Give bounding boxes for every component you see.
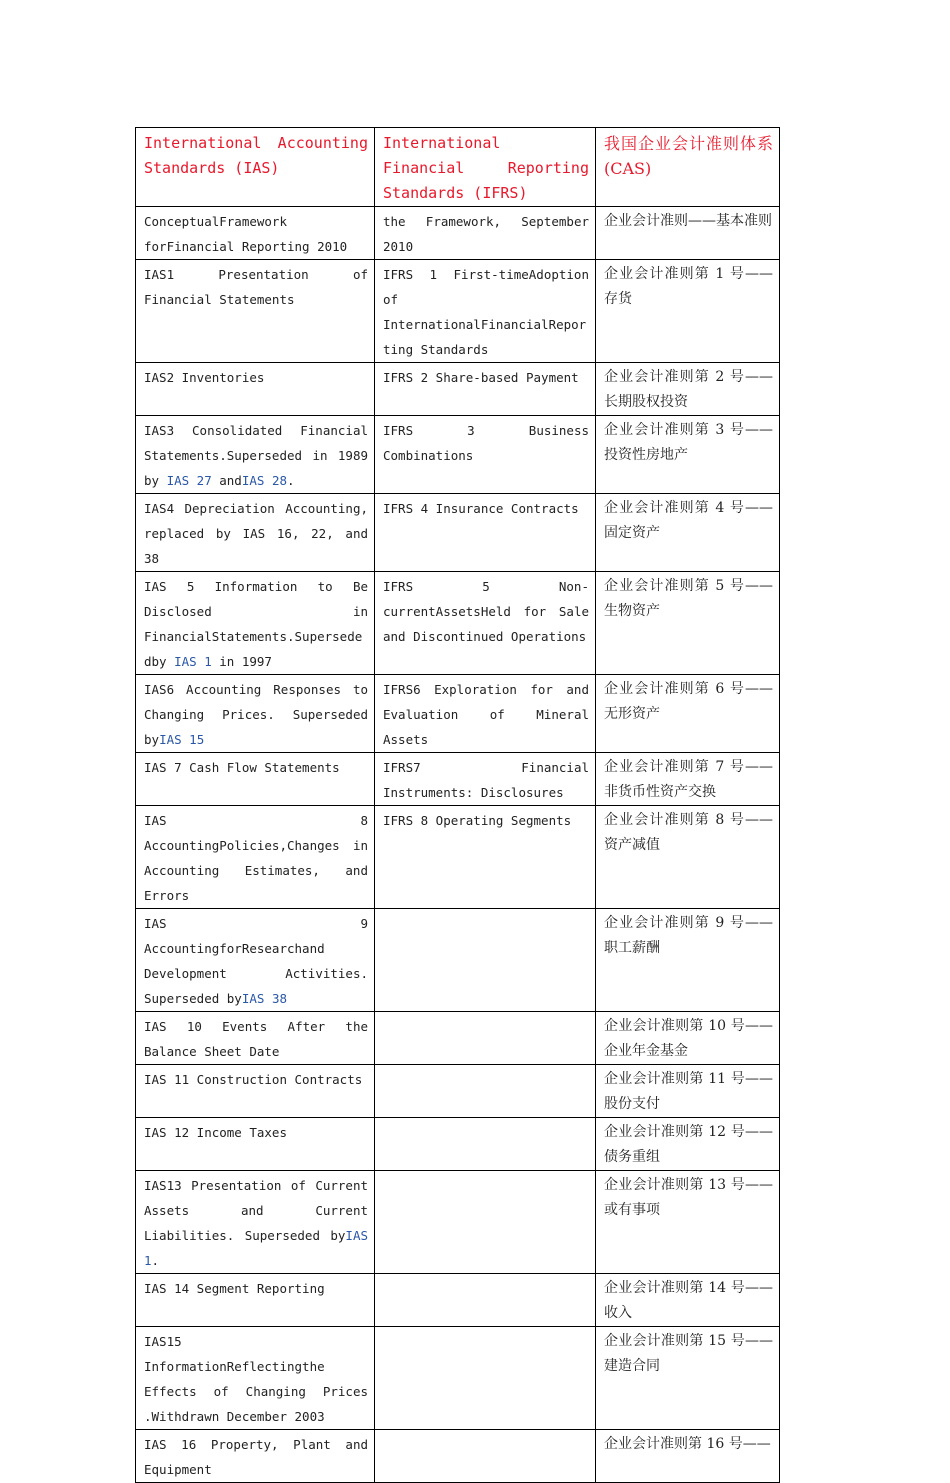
cas-cell: 企业会计准则第 6 号——无形资产	[596, 675, 780, 753]
ifrs-cell: IFRS 4 Insurance Contracts	[375, 494, 596, 572]
header-ias: International Accounting Standards (IAS)	[136, 128, 375, 207]
ias-text-end: .	[151, 1253, 160, 1268]
cas-cell: 企业会计准则第 1 号——存货	[596, 260, 780, 363]
table-row	[136, 1012, 780, 1065]
ifrs-cell: IFRS 2 Share-based Payment	[375, 363, 596, 416]
ias-text-end: .	[287, 473, 295, 488]
cas-cell: 企业会计准则——基本准则	[596, 207, 780, 260]
ifrs-cell	[375, 909, 596, 1012]
ias-1-link[interactable]: IAS 1	[144, 1228, 368, 1268]
ias-cell	[136, 416, 375, 494]
ias-text: IAS 9 AccountingforResearchand Development Activities. Superseded by	[144, 916, 368, 1006]
ias-cell: IAS4 Depreciation Accounting, replaced by IAS 16, 22, and 38	[136, 494, 375, 572]
cas-cell: 企业会计准则第 3 号——投资性房地产	[596, 416, 780, 494]
ias-28-link[interactable]: IAS 28	[241, 473, 287, 488]
ifrs-cell: the Framework, September 2010	[375, 207, 596, 260]
table-row	[136, 1171, 780, 1274]
ifrs-cell: IFRS 3 Business Combinations	[375, 416, 596, 494]
ias-cell: IAS2 Inventories	[136, 363, 375, 416]
ias-text: IAS 5 Information to Be Disclosed in FinancialStatements.Supersededby	[144, 579, 368, 669]
table-row	[136, 572, 780, 675]
table-row	[136, 494, 780, 572]
ias-text: IAS13 Presentation of Current Assets and Current Liabilities. Superseded by	[144, 1178, 368, 1243]
ias-text: IAS3 Consolidated Financial Statements.Superseded in 1989 by	[144, 423, 368, 488]
ias-cell: IAS 14 Segment Reporting	[136, 1274, 375, 1327]
ias-1-link[interactable]: IAS 1	[174, 654, 212, 669]
header-ifrs: International Financial Reporting Standards (IFRS)	[375, 128, 596, 207]
cas-cell: 企业会计准则第 10 号——企业年金基金	[596, 1012, 780, 1065]
ias-cell: IAS 10 Events After the Balance Sheet Date	[136, 1012, 375, 1065]
table-row	[136, 1327, 780, 1430]
ifrs-cell	[375, 1327, 596, 1430]
header-cas: 我国企业会计准则体系(CAS)	[596, 128, 780, 207]
ias-text-end: in 1997	[211, 654, 272, 669]
table-row	[136, 207, 780, 260]
cas-cell: 企业会计准则第 15 号——建造合同	[596, 1327, 780, 1430]
ias-15-link[interactable]: IAS 15	[159, 732, 205, 747]
ias-cell: IAS 11 Construction Contracts	[136, 1065, 375, 1118]
cas-cell: 企业会计准则第 12 号——债务重组	[596, 1118, 780, 1171]
ifrs-cell	[375, 1118, 596, 1171]
ias-cell: IAS 16 Property, Plant and Equipment	[136, 1430, 375, 1483]
standards-comparison-table	[135, 127, 780, 1483]
cas-cell: 企业会计准则第 14 号——收入	[596, 1274, 780, 1327]
ias-cell	[136, 675, 375, 753]
table-header-row	[136, 128, 780, 207]
table-row	[136, 260, 780, 363]
table-row	[136, 1065, 780, 1118]
cas-cell: 企业会计准则第 11 号——股份支付	[596, 1065, 780, 1118]
table-row	[136, 416, 780, 494]
ifrs-cell: IFRS6 Exploration for and Evaluation of Mineral Assets	[375, 675, 596, 753]
ifrs-cell: IFRS 5 Non-currentAssetsHeld for Sale and Discontinued Operations	[375, 572, 596, 675]
ifrs-cell	[375, 1012, 596, 1065]
cas-cell: 企业会计准则第 16 号——	[596, 1430, 780, 1483]
table-row	[136, 1118, 780, 1171]
cas-cell: 企业会计准则第 2 号——长期股权投资	[596, 363, 780, 416]
ias-38-link[interactable]: IAS 38	[241, 991, 287, 1006]
ias-text-mid: and	[211, 473, 242, 488]
ifrs-cell: IFRS 1 First-timeAdoption of InternationalFinancialReporting Standards	[375, 260, 596, 363]
ias-cell	[136, 1171, 375, 1274]
ias-cell: IAS 12 Income Taxes	[136, 1118, 375, 1171]
ifrs-cell: IFRS 8 Operating Segments	[375, 806, 596, 909]
table-row	[136, 675, 780, 753]
ias-cell: ConceptualFramework forFinancial Reporting 2010	[136, 207, 375, 260]
table-row	[136, 806, 780, 909]
ias-cell	[136, 909, 375, 1012]
table-row	[136, 363, 780, 416]
cas-cell: 企业会计准则第 5 号——生物资产	[596, 572, 780, 675]
ifrs-cell	[375, 1065, 596, 1118]
table-row	[136, 1274, 780, 1327]
ias-cell: IAS 8 AccountingPolicies,Changes in Accounting Estimates, and Errors	[136, 806, 375, 909]
ifrs-cell	[375, 1171, 596, 1274]
table-row	[136, 1430, 780, 1483]
ias-27-link[interactable]: IAS 27	[166, 473, 212, 488]
table-row	[136, 909, 780, 1012]
ias-cell	[136, 572, 375, 675]
ifrs-cell: IFRS7 Financial Instruments: Disclosures	[375, 753, 596, 806]
cas-cell: 企业会计准则第 8 号——资产减值	[596, 806, 780, 909]
cas-cell: 企业会计准则第 4 号——固定资产	[596, 494, 780, 572]
ias-cell: IAS15 InformationReflectingthe Effects of Changing Prices .Withdrawn December 2003	[136, 1327, 375, 1430]
ifrs-cell	[375, 1274, 596, 1327]
ifrs-cell	[375, 1430, 596, 1483]
ias-text: IAS6 Accounting Responses to Changing Prices. Superseded by	[144, 682, 368, 747]
ias-cell: IAS 7 Cash Flow Statements	[136, 753, 375, 806]
cas-cell: 企业会计准则第 7 号——非货币性资产交换	[596, 753, 780, 806]
table-row	[136, 753, 780, 806]
cas-cell: 企业会计准则第 9 号——职工薪酬	[596, 909, 780, 1012]
cas-cell: 企业会计准则第 13 号——或有事项	[596, 1171, 780, 1274]
ias-cell: IAS1 Presentation of Financial Statements	[136, 260, 375, 363]
